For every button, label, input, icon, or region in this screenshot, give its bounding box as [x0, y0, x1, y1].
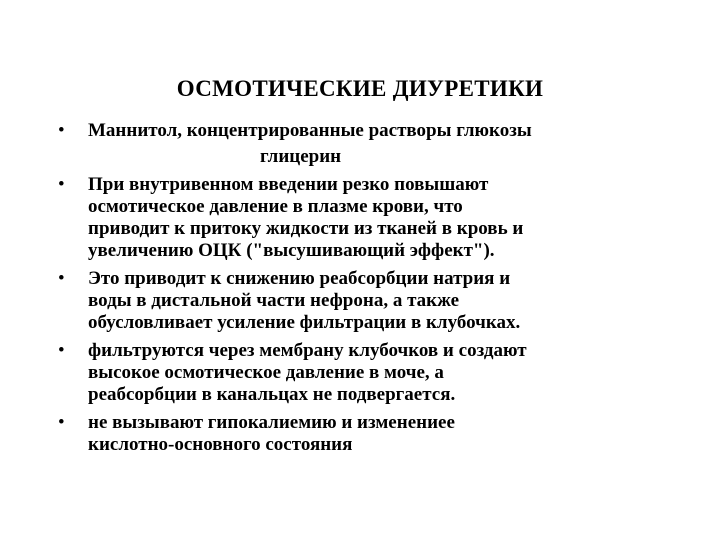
bullet-item-4 [56, 340, 676, 406]
bullet-3-line-3: обусловливает усиление фильтрации в клубочках. [88, 312, 521, 333]
bullet-4-line-3: реабсорбции в канальцах не подвергается. [88, 384, 456, 405]
bullet-5-line-2: кислотно-основного состояния [88, 434, 353, 455]
bullet-4-line-1: фильтруются через мембрану клубочков и создают [88, 340, 527, 361]
bullet-2-line-2: осмотическое давление в плазме крови, что [88, 196, 463, 217]
bullet-dot-icon: • [58, 174, 65, 195]
bullet-dot-icon: • [58, 412, 65, 433]
bullet-2-line-3: приводит к притоку жидкости из тканей в кровь и [88, 218, 524, 239]
slide-title: ОСМОТИЧЕСКИЕ ДИУРЕТИКИ [176, 76, 544, 101]
bullet-list [56, 120, 676, 462]
bullet-item-2 [56, 174, 676, 262]
bullet-dot-icon: • [58, 268, 65, 289]
bullet-5-line-1: не вызывают гипокалиемию и изменениее [88, 412, 455, 433]
bullet-dot-icon: • [58, 120, 65, 141]
bullet-1-line-1: Маннитол, концентрированные растворы глюкозы [88, 120, 532, 141]
bullet-2-line-4: увеличению ОЦК ("высушивающий эффект"). [88, 240, 495, 261]
bullet-item-1 [56, 120, 676, 168]
bullet-1-line-2: глицерин [260, 146, 342, 167]
bullet-4-line-2: высокое осмотическое давление в моче, а [88, 362, 444, 383]
bullet-3-line-1: Это приводит к снижению реабсорбции натрия и [88, 268, 511, 289]
bullet-item-3 [56, 268, 676, 334]
bullet-3-line-2: воды в дистальной части нефрона, а также [88, 290, 460, 311]
bullet-dot-icon: • [58, 340, 65, 361]
bullet-2-line-1: При внутривенном введении резко повышают [88, 174, 489, 195]
bullet-item-5 [56, 412, 676, 456]
